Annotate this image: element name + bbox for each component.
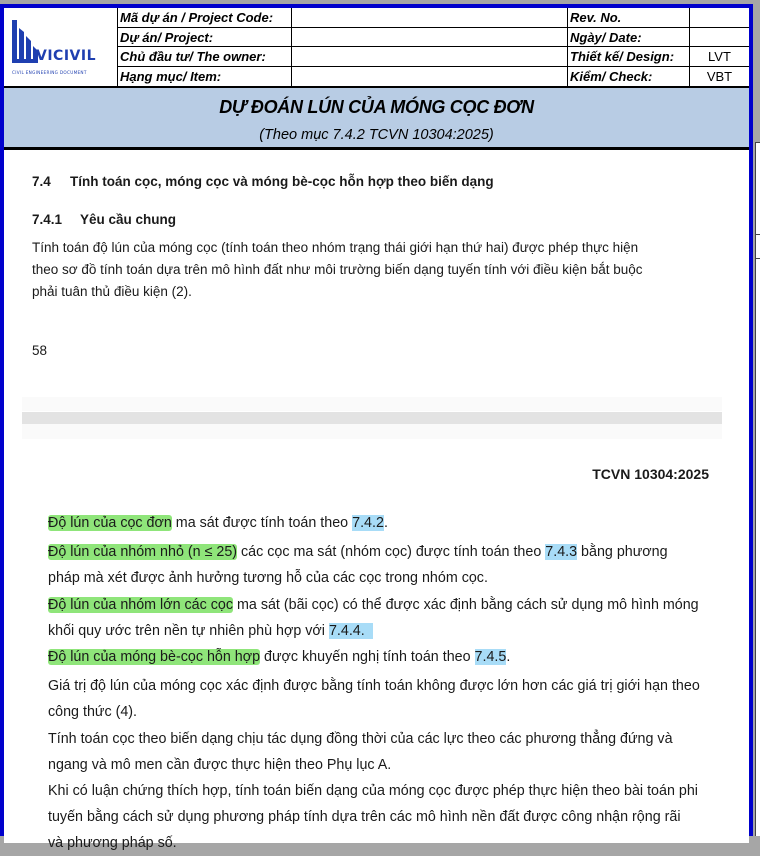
text-line: pháp mà xét được ảnh hưởng tương hỗ của các cọc trong nhóm cọc. [48,570,488,586]
subsection-title: Yêu cầu chung [80,212,177,227]
project-value[interactable] [292,28,568,48]
subsection-heading [32,212,176,227]
settlement-item-large-group [48,592,713,644]
text-run: . [383,515,388,531]
header-table [4,8,749,88]
right-scroll-edge[interactable] [755,142,760,836]
item-value[interactable] [292,67,568,87]
item-label: Hạng mục/ Item: [118,67,292,87]
project-info-grid [118,8,749,86]
brand-name: VICIVIL [36,48,96,64]
settlement-item-piled-raft [48,644,713,670]
clause-reference[interactable]: 7.4.4. [328,623,373,639]
text-line: công thức (4). [48,704,138,720]
logo-cell [4,8,118,86]
section-title: Tính toán cọc, móng cọc và móng bè-cọc hỗn hợp theo biến dạng [70,174,494,189]
highlighted-term: Độ lún của nhóm lớn các cọc [48,597,234,613]
general-requirement-paragraph [32,237,712,303]
text-line: Giá trị độ lún của móng cọc xác định được bằng tính toán không được lớn hơn các giá trị giới hạn theo [48,678,700,694]
project-code-label: Mã dự án / Project Code: [118,8,292,28]
page-number: 58 [32,343,48,358]
text-line: Tính toán độ lún của móng cọc (tính toán theo nhóm trạng thái giới hạn thứ hai) được phép thực hiện [32,240,639,255]
text-line: tuyến bằng cách sử dụng phương pháp tính dựa trên các mô hình nền đất được công nhận rộng rãi [48,809,681,825]
text-run: khối quy ước trên nền tự nhiên phù hợp với [48,623,329,639]
highlighted-term: Độ lún của cọc đơn [48,515,172,531]
settlement-item-small-group [48,539,713,591]
project-code-value[interactable] [292,8,568,28]
document-sheet [0,4,753,851]
standard-code: TCVN 10304:2025 [592,466,709,482]
combined-load-paragraph [48,726,713,778]
clause-reference[interactable]: 7.4.2 [352,515,384,531]
check-label: Kiểm/ Check: [568,67,690,87]
limit-value-paragraph [48,673,713,725]
rev-no-value[interactable] [690,8,749,28]
design-value[interactable]: LVT [690,47,749,67]
owner-label: Chủ đầu tư/ The owner: [118,47,292,67]
embedded-standard-excerpt [4,153,749,851]
scroll-tick [755,258,760,259]
text-line: Tính toán cọc theo biến dạng chịu tác dụng đồng thời của các lực theo các phương thẳng đứng và [48,731,673,747]
settlement-item-single-pile [48,510,713,536]
text-run: các cọc ma sát (nhóm cọc) được tính toán theo [237,544,546,560]
design-label: Thiết kế/ Design: [568,47,690,67]
text-run: bằng phương [577,544,668,560]
brand-tagline: CIVIL ENGINEERING DOCUMENT [12,70,87,75]
date-label: Ngày/ Date: [568,28,690,48]
check-value[interactable]: VBT [706,68,733,84]
page-subtitle: (Theo mục 7.4.2 TCVN 10304:2025) [259,127,494,143]
page-gap-top [22,397,722,411]
text-line: ngang và mô men cần được thực hiện theo Phụ lục A. [48,757,392,773]
title-band [4,88,749,150]
page-title: DỰ ĐOÁN LÚN CỦA MÓNG CỌC ĐƠN [219,97,534,117]
section-heading [32,174,494,189]
text-run: được khuyến nghị tính toán theo [260,649,475,665]
project-label: Dự án/ Project: [118,28,292,48]
page-gap-bottom [22,424,722,439]
subsection-number: 7.4.1 [32,212,63,227]
text-run: ma sát (bãi cọc) có thể được xác định bằng cách sử dụng mô hình móng [233,597,699,613]
text-line: phải tuân thủ điều kiện (2). [32,284,192,299]
text-run: ma sát được tính toán theo [171,515,353,531]
scroll-tick [755,234,760,235]
text-line: Khi có luận chứng thích hợp, tính toán biến dạng của móng cọc được phép thực hiện theo bài toán phi [48,783,698,799]
clause-reference[interactable]: 7.4.3 [545,544,578,560]
section-number: 7.4 [32,174,51,189]
page-separator [22,412,722,424]
text-line: theo sơ đồ tính toán dựa trên mô hình đất như môi trường biến dạng tuyến tính với điều kiện bắt buộc [32,262,643,277]
highlighted-term: Độ lún của móng bè-cọc hỗn hợp [48,649,261,665]
text-run: . [506,649,511,665]
date-value[interactable] [690,28,749,48]
rev-no-label: Rev. No. [568,8,690,28]
text-line: và phương pháp số. [48,835,177,851]
clause-reference[interactable]: 7.4.5 [474,649,507,665]
nonlinear-analysis-paragraph [48,778,713,856]
highlighted-term: Độ lún của nhóm nhỏ (n ≤ 25) [48,544,238,560]
owner-value[interactable] [292,47,568,67]
